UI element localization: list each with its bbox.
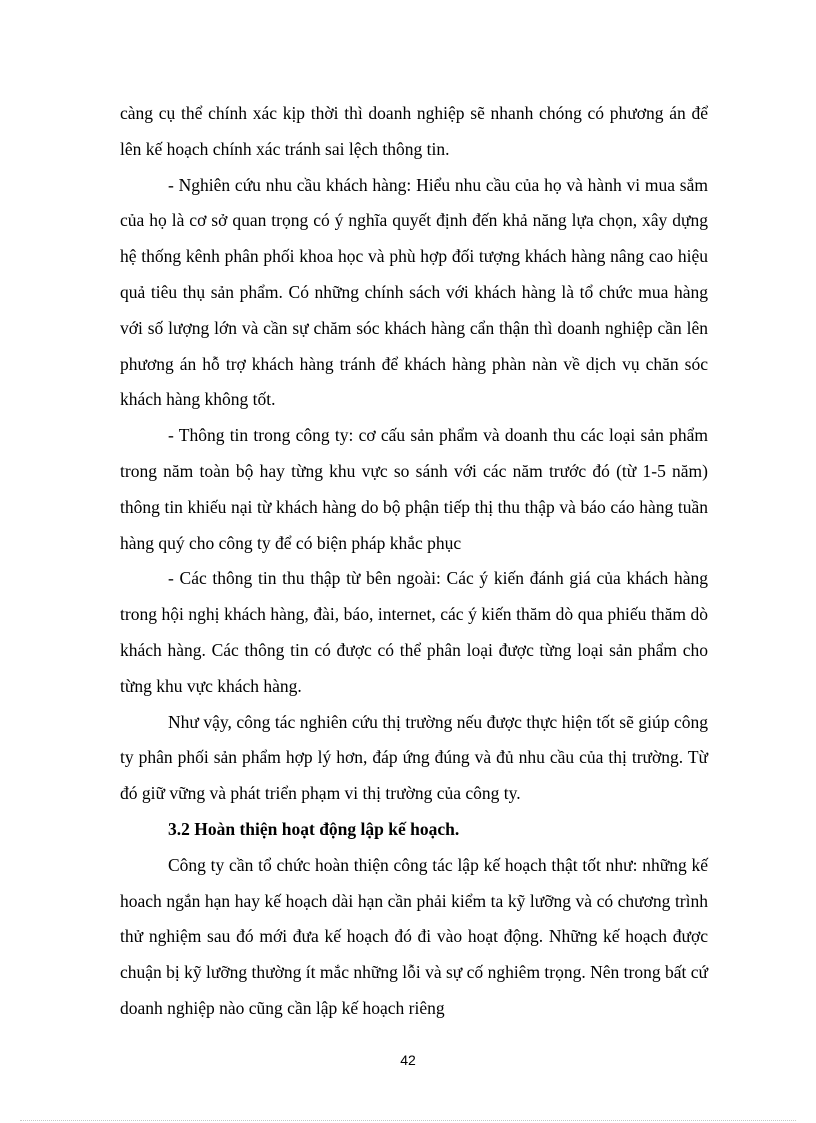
section-heading: 3.2 Hoàn thiện hoạt động lập kế hoạch. [168,818,460,839]
paragraph-continuation: càng cụ thể chính xác kịp thời thì doanh nghiệp sẽ nhanh chóng có phương án để lên kế hoạch chính xác tránh sai lệch thông tin. [120,103,708,159]
paragraph-summary: Như vậy, công tác nghiên cứu thị trường nếu được thực hiện tốt sẽ giúp công ty phân phối sản phẩm hợp lý hơn, đáp ứng đúng và đủ nhu cầu của thị trường. Từ đó giữ vững và phát triển phạm vi thị trường của công ty. [120,711,708,804]
paragraph-customer-needs: - Nghiên cứu nhu cầu khách hàng: Hiểu nhu cầu của họ và hành vi mua sắm của họ là cơ sở quan trọng có ý nghĩa quyết định đến khả năng lựa chọn, xây dựng hệ thống kênh phân phối khoa học và phù hợp đối tượng khách hàng nâng cao hiệu quả tiêu thụ sản phẩm. Có những chính sách với khách hàng là tổ chức mua hàng với số lượng lớn và cần sự chăm sóc khách hàng cẩn thận thì doanh nghiệp cần lên phương án hỗ trợ khách hàng tránh để khách hàng phàn nàn về dịch vụ chăn sóc khách hàng không tốt. [120,174,708,410]
page-bottom-border [20,1120,796,1121]
page-number: 42 [400,1052,416,1068]
page-body [120,96,708,1027]
paragraph-external-info: - Các thông tin thu thập từ bên ngoài: Các ý kiến đánh giá của khách hàng trong hội nghị khách hàng, đài, báo, internet, các ý kiến thăm dò qua phiếu thăm dò khách hàng. Các thông tin có được có thể phân loại được từng loại sản phẩm cho từng khu vực khách hàng. [120,568,708,696]
paragraph-planning: Công ty cần tổ chức hoàn thiện công tác lập kế hoạch thật tốt như: những kế hoach ngắn hạn hay kế hoạch dài hạn cần phải kiểm ta kỹ lưỡng và có chương trình thử nghiệm sau đó mới đưa kế hoạch đó đi vào hoạt động. Những kế hoạch được chuận bị kỹ lưỡng thường ít mắc những lỗi và sự cố nghiêm trọng. Nên trong bất cứ doanh nghiệp nào cũng cần lập kế hoạch riêng [120,854,708,1018]
paragraph-internal-info: - Thông tin trong công ty: cơ cấu sản phẩm và doanh thu các loại sản phẩm trong năm toàn bộ hay từng khu vực so sánh với các năm trước đó (từ 1-5 năm) thông tin khiếu nại từ khách hàng do bộ phận tiếp thị thu thập và báo cáo hàng tuần hàng quý cho công ty để có biện pháp khắc phục [120,425,708,553]
